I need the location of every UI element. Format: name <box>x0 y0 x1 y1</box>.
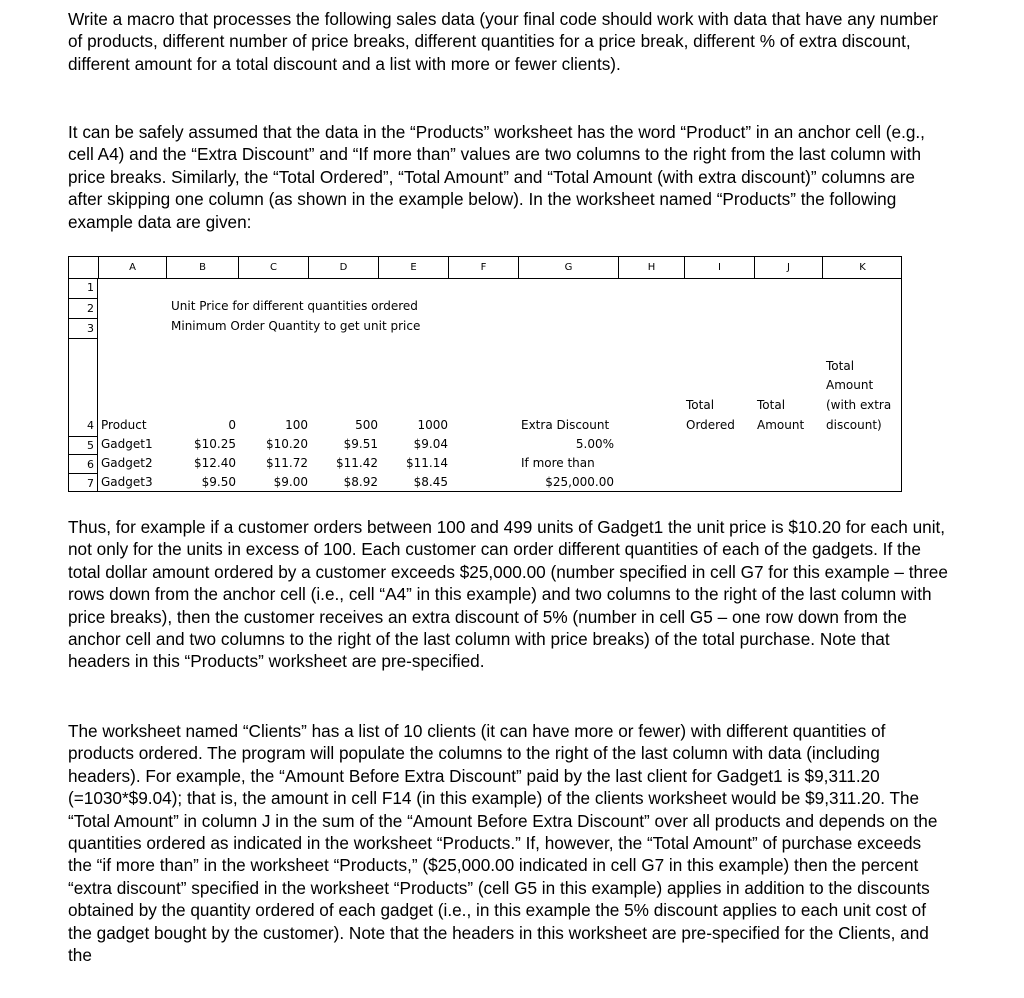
row-number-4: 4 <box>69 338 97 436</box>
unit-price-header: Unit Price for different quantities ordered <box>171 299 418 313</box>
column-header-i: I <box>684 257 754 278</box>
total-amount-extra-header-line1: Total <box>826 359 855 373</box>
unit-price: $9.04 <box>413 437 448 451</box>
unit-price: $12.40 <box>194 456 236 470</box>
unit-price: $11.72 <box>266 456 308 470</box>
unit-price: $10.25 <box>194 437 236 451</box>
total-ordered-header-line1: Total <box>686 398 715 412</box>
quantity-break: 500 <box>355 418 378 432</box>
row-number-2: 2 <box>69 298 97 318</box>
body-paragraph-3: Thus, for example if a customer orders between 100 and 499 units of Gadget1 the unit price is $10.20 for each unit, not only for the units in excess of 100. Each customer can order different quantities of each of the gadgets. If the total dollar amount ordered by a customer exceeds $25,000.00 (number specified in cell G7 for this example – three rows down from the anchor cell (i.e., cell “A4” in this example) and two columns to the right of the last column with price breaks), then the customer receives an extra discount of 5% (number in cell G5 – one row down from the anchor cell and two columns to the right of the last column with price breaks) of the total purchase. Note that headers in this “Products” worksheet are pre-specified. <box>68 517 948 672</box>
column-header-g: G <box>518 257 618 278</box>
column-header-j: J <box>754 257 822 278</box>
row-number-7: 7 <box>69 473 97 492</box>
unit-price: $9.50 <box>201 475 236 489</box>
minimum-quantity-header: Minimum Order Quantity to get unit price <box>171 319 421 333</box>
unit-price: $8.45 <box>413 475 448 489</box>
quantity-break: 0 <box>228 418 236 432</box>
column-header-row <box>69 257 901 279</box>
total-amount-header-line2: Amount <box>757 418 805 432</box>
body-paragraph-4: The worksheet named “Clients” has a list of 10 clients (it can have more or fewer) with different quantities of products ordered. The program will populate the columns to the right of the last column with data (including headers). For example, the “Amount Before Extra Discount” paid by the last client for Gadget1 is $9,311.20 (=1030*$9.04); that is, the amount in cell F14 (in this example) of the clients worksheet would be $9,311.20. The “Total Amount” in column J in the sum of the “Amount Before Extra Discount” over all products and depends on the quantities ordered as indicated in the worksheet “Products.” If, however, the “Total Amount” of purchase exceeds the “if more than” in the worksheet “Products,” ($25,000.00 indicated in cell G7 in this example) then the percent “extra discount” specified in the worksheet “Products” (cell G5 in this example) applies in addition to the discounts obtained by the quantity ordered of each gadget (i.e., in this example the 5% discount applies to each unit cost of the gadget bought by the customer). Note that the headers in this worksheet are pre-specified for the Clients, and the <box>68 721 938 966</box>
column-header-d: D <box>308 257 378 278</box>
unit-price: $11.42 <box>336 456 378 470</box>
product-name: Gadget2 <box>101 456 153 470</box>
unit-price: $8.92 <box>343 475 378 489</box>
row-number-6: 6 <box>69 454 97 473</box>
column-header-f: F <box>448 257 518 278</box>
total-amount-extra-header-line4: discount) <box>826 418 882 432</box>
product-name: Gadget1 <box>101 437 153 451</box>
unit-price: $11.14 <box>406 456 448 470</box>
products-worksheet <box>68 256 902 492</box>
corner-cell <box>69 257 98 278</box>
total-amount-header-line1: Total <box>757 398 786 412</box>
column-header-h: H <box>618 257 684 278</box>
product-name: Gadget3 <box>101 475 153 489</box>
if-more-than-label: If more than <box>521 456 595 470</box>
column-header-c: C <box>238 257 308 278</box>
unit-price: $9.51 <box>343 437 378 451</box>
total-amount-extra-header-line2: Amount <box>826 378 874 392</box>
row-number-3: 3 <box>69 318 97 338</box>
row-number-1: 1 <box>87 281 94 294</box>
column-header-e: E <box>378 257 448 278</box>
total-amount-extra-header-line3: (with extra <box>826 398 892 412</box>
if-more-than-value: $25,000.00 <box>545 475 614 489</box>
unit-price: $10.20 <box>266 437 308 451</box>
column-header-k: K <box>822 257 902 278</box>
total-ordered-header-line2: Ordered <box>686 418 735 432</box>
unit-price: $9.00 <box>273 475 308 489</box>
extra-discount-value: 5.00% <box>575 437 614 451</box>
quantity-break: 100 <box>285 418 308 432</box>
quantity-break: 1000 <box>417 418 448 432</box>
row-number-5: 5 <box>69 436 97 454</box>
intro-paragraph-2: It can be safely assumed that the data in the “Products” worksheet has the word “Product” in an anchor cell (e.g., cell A4) and the “Extra Discount” and “If more than” values are two columns to the right from the last column with price breaks. Similarly, the “Total Ordered”, “Total Amount” and “Total Amount (with extra discount)” columns are after skipping one column (as shown in the example below). In the worksheet named “Products” the following example data are given: <box>68 122 925 232</box>
extra-discount-label: Extra Discount <box>521 418 610 432</box>
column-header-a: A <box>98 257 166 278</box>
row-header-column <box>69 278 98 492</box>
intro-paragraph-1: Write a macro that processes the following sales data (your final code should work with data that have any number of products, different number of price breaks, different quantities for a price break, different % of extra discount, different amount for a total discount and a list with more or fewer clients). <box>68 9 939 74</box>
column-header-b: B <box>166 257 238 278</box>
product-label: Product <box>101 418 147 432</box>
